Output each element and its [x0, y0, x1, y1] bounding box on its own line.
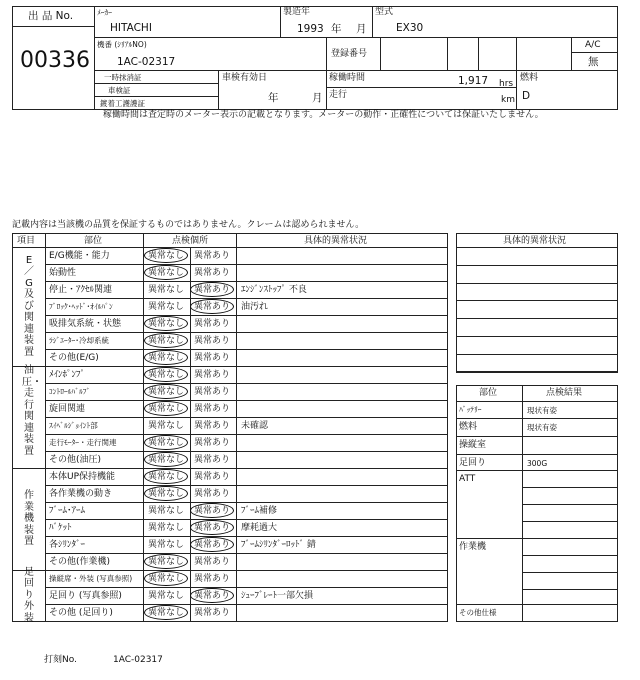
divider [516, 70, 517, 110]
hours-unit: hrs [499, 79, 514, 89]
circle-mark [144, 384, 188, 399]
divider [218, 70, 219, 110]
circle-mark [144, 469, 188, 484]
row-detail: 摩耗過大 [241, 523, 278, 533]
circle-mark [144, 401, 188, 416]
circle-mark [190, 537, 234, 552]
status-normal: 異常なし [148, 353, 185, 363]
circle-mark [144, 571, 188, 586]
divider [522, 572, 618, 573]
status-normal: 異常なし [148, 319, 185, 329]
divider [45, 264, 448, 265]
row-detail: ﾌﾞｰﾑｼﾘﾝﾀﾞｰﾛｯﾄﾞ 錆 [241, 540, 316, 550]
divider [45, 587, 448, 588]
row-part: E/G機能・能力 [49, 251, 110, 261]
row-part: ﾊﾞｹｯﾄ [49, 523, 72, 533]
status-abnormal: 異常あり [194, 591, 231, 601]
result-value: 現状有姿 [527, 406, 557, 415]
circle-mark [144, 248, 188, 263]
status-normal: 異常なし [148, 285, 185, 295]
row-part: 操縦席・外装 (写真参照) [49, 574, 133, 583]
col-header-check: 点検個所 [172, 236, 209, 246]
result-part: 作業機 [459, 542, 487, 552]
category-label: E／G及び関連装置 [24, 254, 34, 358]
status-abnormal: 異常あり [194, 489, 231, 499]
hours-value: 1,917 [458, 75, 489, 87]
model-label: 型式 [375, 7, 394, 17]
row-part: ﾌﾞﾛｯｸ･ﾍｯﾄﾞ･ｵｲﾙﾊﾟﾝ [49, 302, 113, 311]
fuel-value: D [522, 90, 531, 102]
result-part: ﾊﾞｯﾃﾘｰ [459, 405, 482, 414]
divider [380, 37, 381, 70]
status-abnormal: 異常あり [194, 421, 231, 431]
divider [522, 589, 618, 590]
circle-mark [190, 282, 234, 297]
inspection-date-label: 車検有効日 [222, 73, 268, 83]
divider [45, 451, 448, 452]
row-part: 走行ﾓｰﾀｰ・走行関連 [49, 438, 117, 447]
circle-mark [144, 265, 188, 280]
divider [45, 298, 448, 299]
row-detail: ｼｭｰﾌﾞﾚｰﾄ一部欠損 [241, 591, 314, 601]
status-abnormal: 異常あり [194, 523, 231, 533]
divider [94, 37, 618, 38]
row-part: 旋回関連 [49, 404, 86, 414]
status-abnormal: 異常あり [194, 438, 231, 448]
km-unit: km [501, 95, 515, 105]
divider [456, 265, 618, 266]
status-normal: 異常なし [148, 557, 185, 567]
row-part: 吸排気系統・状態 [49, 319, 122, 329]
row-part: 本体UP保持機能 [49, 472, 116, 482]
hours-label: 稼働時間 [329, 73, 366, 83]
status-normal: 異常なし [148, 336, 185, 346]
divider [45, 434, 448, 435]
divider [280, 6, 281, 37]
divider [45, 383, 448, 384]
divider [143, 233, 144, 622]
divider [12, 26, 94, 27]
circle-mark [190, 503, 234, 518]
maker-value: HITACHI [110, 22, 152, 34]
divider [456, 300, 618, 301]
result-col-result: 点検結果 [546, 388, 583, 398]
divider [45, 553, 448, 554]
row-part: 各ｼﾘﾝﾀﾞｰ [49, 540, 86, 550]
row-detail: ｴﾝｼﾞﾝｽﾄｯﾌﾟ 不良 [241, 285, 307, 295]
circle-mark [144, 452, 188, 467]
divider [94, 83, 218, 84]
divider [456, 283, 618, 284]
cert-temp-label: 一時抹消証 [104, 73, 142, 82]
divider [456, 372, 618, 373]
row-part: 停止・ｱｸｾﾙ関連 [49, 285, 113, 295]
status-abnormal: 異常あり [194, 455, 231, 465]
circle-mark [144, 333, 188, 348]
status-abnormal: 異常あり [194, 302, 231, 312]
circle-mark [144, 350, 188, 365]
hours-note: 稼働時間は査定時のメーター表示の記載となります。メーターの動作・正確性については保証いたしません。 [103, 110, 544, 120]
circle-mark [144, 316, 188, 331]
status-abnormal: 異常あり [194, 336, 231, 346]
status-normal: 異常なし [148, 574, 185, 584]
divider [45, 315, 448, 316]
circle-mark [144, 435, 188, 450]
result-value: 300G [527, 459, 548, 468]
row-part: ﾌﾞｰﾑ･ｱｰﾑ [49, 506, 86, 516]
category-label: 作業機装置 [24, 490, 34, 548]
divider [456, 401, 618, 402]
divider [326, 37, 327, 70]
year-label: 製造年 [283, 7, 311, 17]
status-abnormal: 異常あり [194, 285, 231, 295]
result-part: ATT [459, 474, 476, 484]
status-normal: 異常なし [148, 268, 185, 278]
result-part: 操縦室 [459, 440, 487, 450]
result-value: 現状有姿 [527, 423, 557, 432]
divider [45, 281, 448, 282]
row-part: 始動性 [49, 268, 77, 278]
row-part: ｽｲﾍﾞﾙｼﾞｮｲﾝﾄ部 [49, 421, 98, 430]
inspection-month-unit: 月 [312, 92, 323, 104]
registration-label: 登録番号 [331, 49, 368, 59]
divider [522, 504, 618, 505]
status-normal: 異常なし [148, 251, 185, 261]
circle-mark [144, 486, 188, 501]
status-normal: 異常なし [148, 421, 185, 431]
status-normal: 異常なし [148, 591, 185, 601]
divider [45, 604, 448, 605]
circle-mark [190, 588, 234, 603]
status-normal: 異常なし [148, 489, 185, 499]
divider [456, 354, 618, 355]
status-normal: 異常なし [148, 472, 185, 482]
divider [326, 87, 516, 88]
divider [456, 418, 618, 419]
divider [45, 233, 46, 622]
status-abnormal: 異常あり [194, 574, 231, 584]
status-abnormal: 異常あり [194, 268, 231, 278]
row-detail: 油汚れ [241, 302, 269, 312]
month-unit: 月 [356, 23, 367, 35]
circle-mark [144, 367, 188, 382]
side-table-frame [456, 233, 618, 372]
status-normal: 異常なし [148, 438, 185, 448]
status-normal: 異常なし [148, 608, 185, 618]
divider [12, 570, 448, 571]
divider [12, 247, 448, 248]
divider [522, 555, 618, 556]
lot-label: 出 品 No. [28, 10, 74, 22]
circle-mark [190, 299, 234, 314]
divider [522, 521, 618, 522]
status-abnormal: 異常あり [194, 472, 231, 482]
row-part: 各作業機の動き [49, 489, 113, 499]
divider [516, 37, 517, 70]
divider [456, 318, 618, 319]
year-value: 1993 [297, 23, 324, 35]
divider [447, 37, 448, 70]
row-part: その他(E/G) [49, 353, 99, 363]
status-abnormal: 異常あり [194, 557, 231, 567]
inspection-year-unit: 年 [268, 92, 279, 104]
circle-mark [144, 554, 188, 569]
status-normal: 異常なし [148, 455, 185, 465]
divider [456, 470, 618, 471]
status-abnormal: 異常あり [194, 319, 231, 329]
divider [571, 37, 572, 70]
divider [45, 502, 448, 503]
divider [456, 436, 618, 437]
side-header: 具体的異常状況 [503, 236, 567, 246]
result-part: 足回り [459, 458, 487, 468]
disclaimer-text: 記載内容は当該機の品質を保証するものではありません。クレームは認められません。 [12, 220, 365, 230]
model-value: EX30 [396, 22, 424, 34]
divider [45, 349, 448, 350]
row-part: ﾗｼﾞｴｰﾀｰ･冷却系統 [49, 336, 109, 345]
row-part: ﾒｲﾝﾎﾟﾝﾌﾟ [49, 370, 86, 380]
run-label: 走行 [329, 90, 348, 100]
serial-label: 機番 (ｼﾘｱﾙNO) [97, 40, 147, 49]
row-part: その他(油圧) [49, 455, 102, 465]
circle-mark [144, 605, 188, 620]
stamp-number: 1AC-02317 [113, 655, 163, 665]
divider [45, 332, 448, 333]
status-normal: 異常なし [148, 540, 185, 550]
status-abnormal: 異常あり [194, 353, 231, 363]
category-label: 油圧・走行関連装置 [22, 365, 42, 457]
fuel-label: 燃料 [520, 73, 539, 83]
cert-other-label: 鍍着工護護証 [100, 99, 145, 108]
status-abnormal: 異常あり [194, 506, 231, 516]
divider [45, 536, 448, 537]
divider [45, 519, 448, 520]
ac-label: A/C [585, 40, 601, 50]
status-normal: 異常なし [148, 370, 185, 380]
result-part: 燃料 [459, 422, 478, 432]
circle-mark [190, 520, 234, 535]
divider [45, 485, 448, 486]
status-normal: 異常なし [148, 506, 185, 516]
divider [12, 366, 448, 367]
category-label: 足回り外装 [24, 566, 34, 624]
divider [456, 247, 618, 248]
result-col-part: 部位 [479, 388, 498, 398]
row-detail: 未確認 [241, 421, 269, 431]
row-part: 足回り (写真参照) [49, 591, 122, 601]
row-part: ｺﾝﾄﾛｰﾙﾊﾞﾙﾌﾞ [49, 387, 91, 396]
result-part: その他仕様 [459, 608, 497, 617]
status-normal: 異常なし [148, 523, 185, 533]
divider [94, 70, 618, 71]
status-normal: 異常なし [148, 404, 185, 414]
status-normal: 異常なし [148, 302, 185, 312]
lot-number: 00336 [20, 48, 90, 73]
divider [456, 538, 618, 539]
stamp-label: 打刻No. [44, 655, 77, 665]
divider [456, 336, 618, 337]
divider [571, 52, 618, 53]
status-abnormal: 異常あり [194, 370, 231, 380]
row-detail: ﾌﾞｰﾑ補修 [241, 506, 278, 516]
ac-value: 無 [588, 56, 599, 68]
status-abnormal: 異常あり [194, 540, 231, 550]
divider [45, 417, 448, 418]
col-header-detail: 具体的異常状況 [304, 236, 368, 246]
divider [478, 37, 479, 70]
cert-inspection-label: 車検証 [108, 86, 131, 95]
divider [326, 70, 327, 110]
divider [94, 96, 218, 97]
status-abnormal: 異常あり [194, 387, 231, 397]
divider [522, 487, 618, 488]
divider [45, 400, 448, 401]
serial-value: 1AC-02317 [117, 56, 176, 68]
year-unit: 年 [331, 23, 342, 35]
col-header-part: 部位 [84, 236, 103, 246]
divider [236, 233, 237, 622]
divider [456, 454, 618, 455]
divider [12, 468, 448, 469]
divider [456, 604, 618, 605]
divider [94, 6, 95, 110]
status-abnormal: 異常あり [194, 608, 231, 618]
maker-label: ﾒｰｶｰ [97, 8, 112, 17]
divider [372, 6, 373, 37]
col-header-category: 項目 [17, 236, 36, 246]
status-abnormal: 異常あり [194, 251, 231, 261]
row-part: その他(作業機) [49, 557, 111, 567]
status-abnormal: 異常あり [194, 404, 231, 414]
row-part: その他 (足回り) [49, 608, 113, 618]
status-normal: 異常なし [148, 387, 185, 397]
